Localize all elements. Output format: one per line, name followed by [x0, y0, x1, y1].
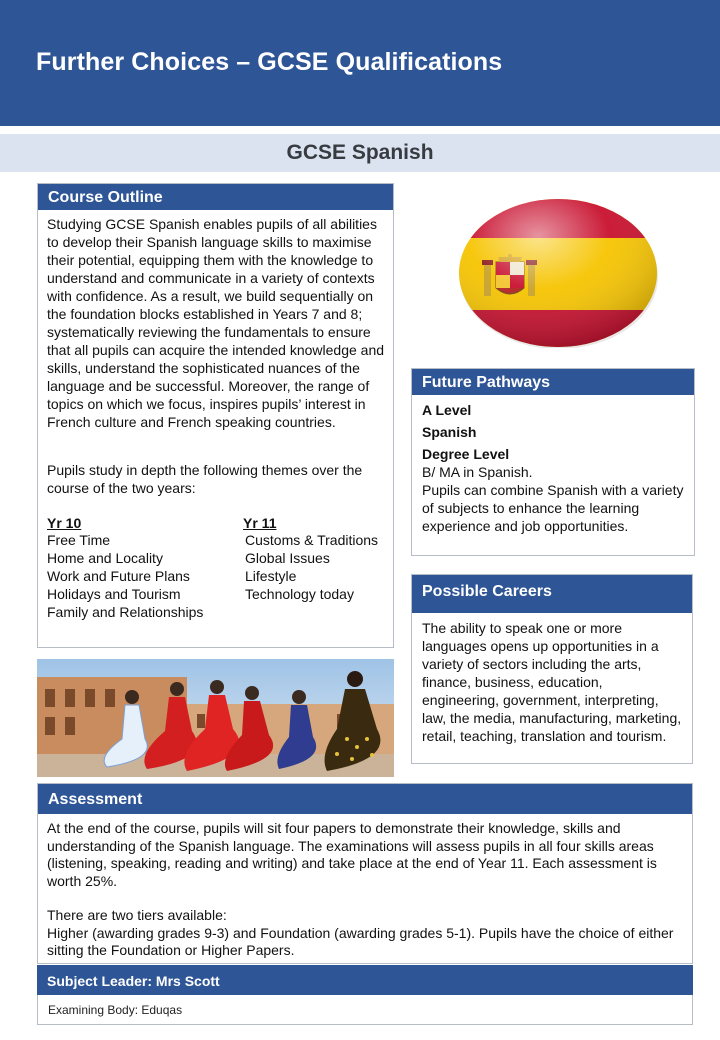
page-title: Further Choices – GCSE Qualifications [36, 48, 503, 76]
yr11-theme: Customs & Traditions [245, 532, 379, 548]
subject-leader: Subject Leader: Mrs Scott [47, 973, 220, 989]
course-outline-box [37, 183, 394, 648]
assessment-content [38, 814, 692, 966]
yr10-heading: Yr 10 [47, 515, 82, 531]
possible-careers-text: The ability to speak one or more languages opens up opportunities in a variety of sectors including the arts, finance, business, education, engineering, government, interpreting, law, the media, manufacturing, marketing, retail, teaching, translation and tourism. [422, 620, 682, 744]
yr10-theme: Free Time [47, 532, 111, 548]
pathway-a-level: A Level [422, 402, 472, 418]
course-themes-intro: Pupils study in depth the following themes over the course of the two years: [47, 462, 363, 496]
assessment-heading: Assessment [38, 784, 692, 814]
pathway-spanish: Spanish [422, 424, 477, 440]
pathway-degree: B/ MA in Spanish. [422, 464, 533, 480]
yr11-theme: Lifestyle [245, 568, 297, 584]
possible-careers-heading: Possible Careers [412, 575, 692, 613]
subject-leader-bar [37, 965, 693, 995]
future-pathways-box [411, 368, 695, 556]
course-outline-paragraph: Studying GCSE Spanish enables pupils of all abilities to develop their Spanish language skills to maximise their potential, equipping them with the knowledge to understand and communicate in a variety of contexts with confidence. As a result, we build sequentially on the foundation blocks established in Years 7 and 8; systematically reviewing the fundamentals to ensure that all pupils can acquire the intended knowledge and skills, understand the sophisticated nuances of the language and be successful. Moreover, the range of topics on which we focus, inspires pupils’ interest in French culture and French speaking countries. [47, 216, 385, 430]
yr11-theme: Technology today [245, 586, 354, 602]
assessment-box [37, 783, 693, 964]
yr10-theme: Work and Future Plans [47, 568, 190, 584]
possible-careers-box [411, 574, 693, 764]
course-outline-heading: Course Outline [38, 184, 393, 210]
yr11-theme-list [245, 531, 378, 603]
assessment-paragraph: At the end of the course, pupils will sit four papers to demonstrate their knowledge, skills and understanding of the Spanish language. The examinations will assess pupils in all four skills areas (listening, speaking, reading and writing) and take place at the end of Year 11. Each assessment is worth 25%. [47, 820, 657, 889]
examining-body-box [37, 995, 693, 1025]
pathway-description: Pupils can combine Spanish with a variety of subjects to enhance the learning experience and job opportunities. [422, 482, 684, 534]
yr10-theme-list [47, 531, 203, 621]
yr10-theme: Family and Relationships [47, 604, 204, 620]
pathway-degree-level: Degree Level [422, 446, 510, 462]
future-pathways-content [412, 395, 694, 539]
yr10-theme: Holidays and Tourism [47, 586, 181, 602]
yr10-theme: Home and Locality [47, 550, 163, 566]
yr11-heading: Yr 11 [243, 515, 277, 531]
subject-title: GCSE Spanish [286, 141, 434, 164]
future-pathways-heading: Future Pathways [412, 369, 694, 395]
spain-flag-icon [458, 198, 658, 348]
assessment-tiers-intro: There are two tiers available: [47, 907, 227, 923]
examining-body: Examining Body: Eduqas [48, 1003, 183, 1017]
flamenco-dancers-photo [37, 659, 394, 777]
yr11-theme: Global Issues [245, 550, 330, 566]
assessment-tiers: Higher (awarding grades 9-3) and Foundation (awarding grades 5-1). Pupils have the choice of either sitting the Foundation or Higher Papers. [47, 924, 674, 958]
